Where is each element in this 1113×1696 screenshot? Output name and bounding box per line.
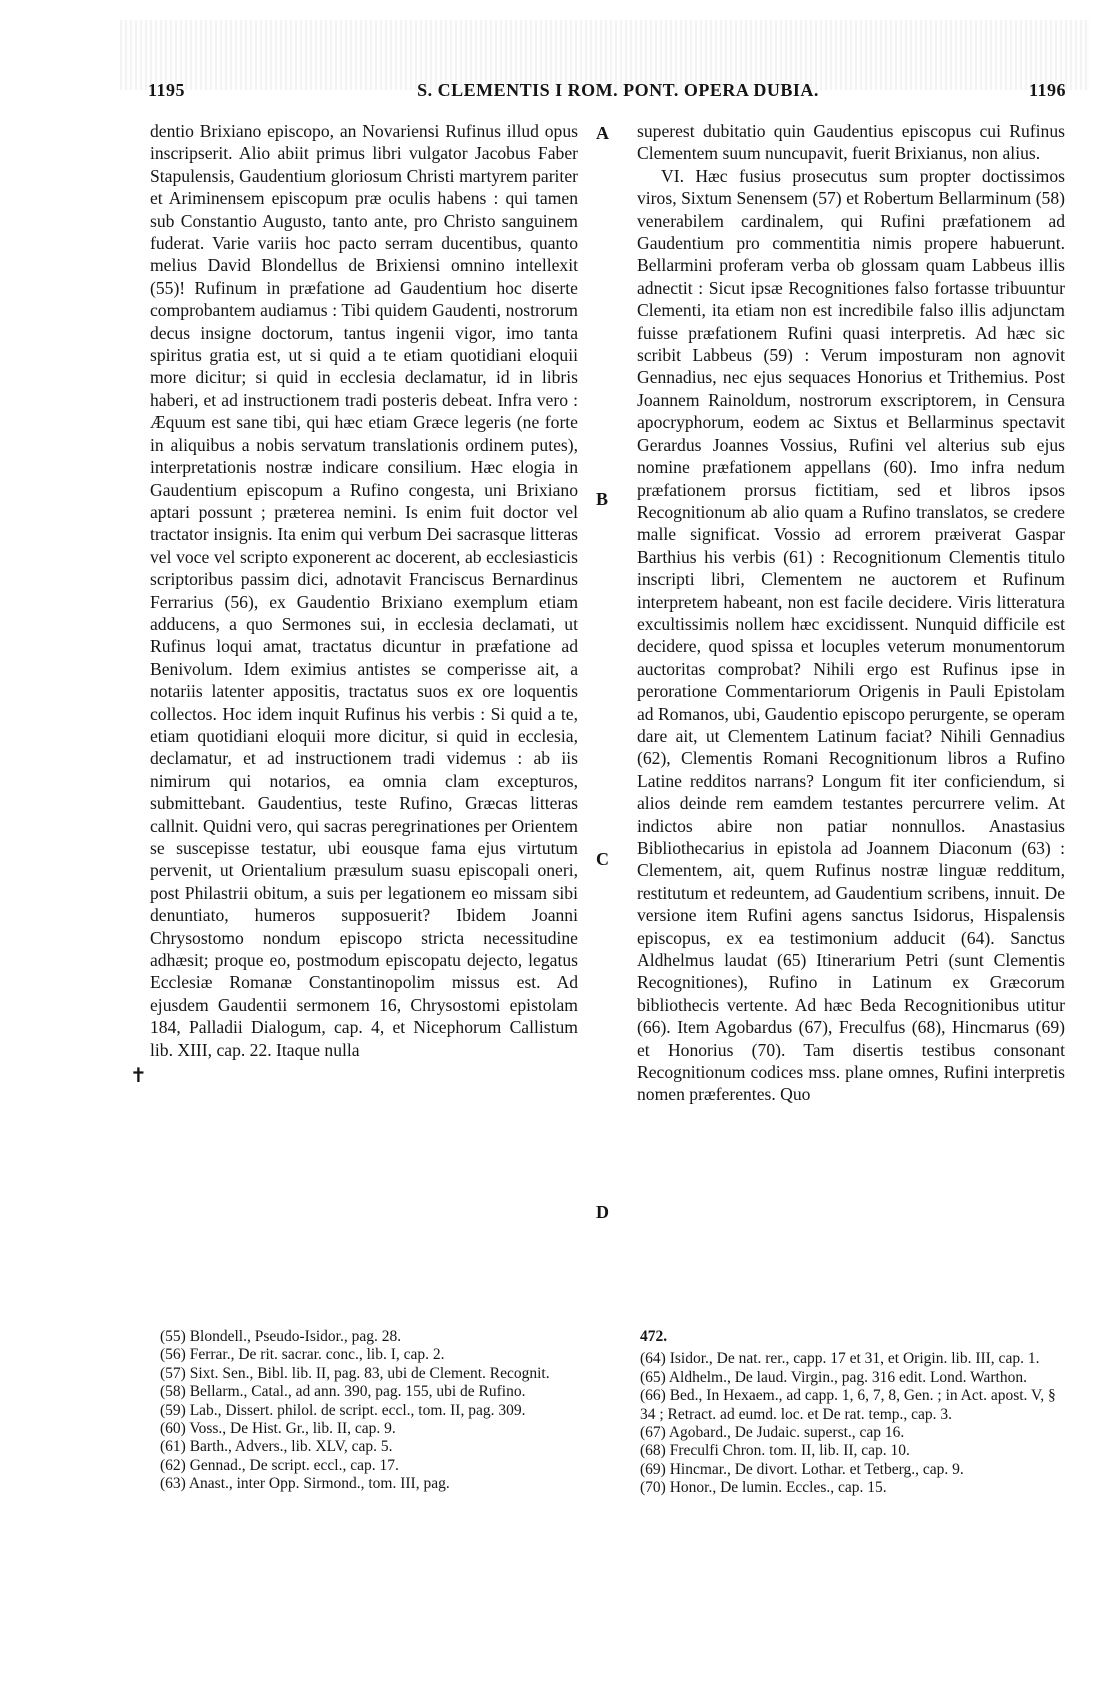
footnote: (66) Bed., In Hexaem., ad capp. 1, 6, 7, 8, Gen. ; in Act. apost. V, § 34 ; Retract. ad eumd. loc. et De rat. temp., cap. 3. xyxy=(640,1387,1056,1423)
footnote: (61) Barth., Advers., lib. XLV, cap. 5. xyxy=(160,1438,393,1456)
footnote: (62) Gennad., De script. eccl., cap. 17. xyxy=(160,1456,399,1474)
running-title: S. CLEMENTIS I ROM. PONT. OPERA DUBIA. xyxy=(417,80,819,100)
left-column xyxy=(150,120,578,1061)
footnote: (58) Bellarm., Catal., ad ann. 390, pag. 155, ubi de Rufino. xyxy=(160,1383,526,1401)
margin-marker-a: A xyxy=(596,123,609,143)
footnotes-left xyxy=(160,1328,588,1494)
footnote: (65) Aldhelm., De laud. Virgin., pag. 316 edit. Lond. Warthon. xyxy=(640,1368,1027,1386)
margin-marker-b: B xyxy=(596,489,609,509)
page-number-left: 1195 xyxy=(148,80,186,100)
footnote-continuation: 472. xyxy=(640,1328,668,1345)
right-paragraph-2: VI. Hæc fusius prosecutus sum propter doctissimos viros, Sixtum Senensem (57) et Robertum Bellarminum (58) venerabilem cardinalem, qui Rufini præfationem ad Gaudentium pro commentitia nimis propere habuerunt. Bellarmini proferam verba ob glossam quam Labbeus illis adnectit : Sicut ipsæ Recognitiones falso fortasse tribuuntur Clementi, ita etiam non est incredibile falso illis adjunctam fuisse præfationem Rufini quasi interpretis. Ad hæc sic scribit Labbeus (59) : Verum imposturam non agnovit Gennadius, nec ejus sequaces Honorius et Trithemius. Post Joannem Rainoldum, nostrorum exscriptorem, in Censura apocryphorum, eodem ac Sixtus et Bellarminus spectavit Gerardus Joannes Vossius, Rufini vel alterius sub ejus nomine præfationem appellans (60). Imo infra nedum præfationem prorsus fictitiam, sed et libros ipsos Recognitionum ab alio quam a Rufino translatos, se credere malle significat. Vossio ad errorem præiverat Gaspar Barthius his verbis (61) : Recognitionum Clementis titulo inscripti libri, Clementem ne auctorem et Rufinum interpretem habeant, non est facile decidere. Viris litteratura excultissimis nollem hæc excidissent. Nunquid difficile est decidere, quod spissa et locuples veterum monumentorum auctoritas comprobat? Nihili ergo est Rufinus ipse in peroratione Commentariorum Origenis in Pauli Epistolam ad Romanos, ubi, Gaudentio episcopo perurgente, se operam dare ait, ut Clementem Latinum faciat? Nihili Gennadius (62), Clementis Romani Recognitionum libros a Rufino Latine redditos narrans? Longum fit iter conficiendum, si alios deinde rem eamdem testantes percurrere velim. At indictos abire non patiar nonnullos. Anastasius Bibliothecarius in epistola ad Joannem Diaconum (63) : Clementem, ait, quem Rufinus nostræ linguæ redditum, restitutum et redeuntem, ad Gaudentium scribens, innuit. De versione item Rufini agens sanctus Isidorus, Hispalensis episcopus, ex ea testimonium adducit (64). Sanctus Aldhelmus laudat (65) Itinerarium Petri (sunt Clementis Recognitiones), Rufino in Latinum ex Græcorum bibliothecis vertente. Ad hæc Beda Recognitionibus utitur (66). Item Agobardus (67), Freculfus (68), Hincmarus (69) et Honorius (70). Tam disertis testibus consonant Recognitionum codices mss. plane omnes, Rufini interpretis nomen præferentes. Quo xyxy=(637,165,1065,1105)
footnote: (67) Agobard., De Judaic. superst., cap 16. xyxy=(640,1424,905,1442)
margin-marker-c: C xyxy=(596,849,609,869)
footnote: (55) Blondell., Pseudo-Isidor., pag. 28. xyxy=(160,1328,402,1345)
right-column xyxy=(637,120,1065,1106)
left-paragraph: dentio Brixiano episcopo, an Novariensi Rufinus illud opus inscripserit. Alio abiit primus libri vulgator Jacobus Faber Stapulensis, Gaudentium gloriosum Christi martyrem pariter et Ariminensem episcopum præ oculis habens : qui tamen sub Constantio Augusto, tanto ante, pro Christo sanguinem fuderat. Varie variis hoc pacto serram ducentibus, quanto melius David Blondellus de Brixiensi omnino intellexit (55)! Rufinum in præfatione ad Gaudentium hoc diserte comprobantem audiamus : Tibi quidem Gaudenti, nostrorum decus insigne doctorum, tantus ingenii vigor, imo tanta spiritus gratia est, ut si quid a te etiam quotidiani eloquii more dicitur; si quid in ecclesia declamatur, id in libris haberi, et ad instructionem tradi posteris debeat. Infra vero : Æquum est sane tibi, qui hæc etiam Græce legeris (ne forte in aliquibus a nobis servatum translationis ordinem putes), interpretationis nostræ indicare consilium. Hæc elogia in Gaudentium episcopum a Rufino congesta, uni Brixiano aptari possunt ; præterea nemini. Is enim fuit doctor vel tractator insignis. Ita enim qui verbum Dei sacrasque litteras vel voce vel scripto exponerent ac docerent, ab ecclesiasticis scriptoribus passim dici, adnotavit Franciscus Bernardinus Ferrarius (56), ex Gaudentio Brixiano exemplum etiam adducens, a quo Sermones sui, in ecclesia declamati, ut Rufinus loqui amat, tractatus dicuntur in præfatione ad Benivolum. Idem eximius antistes se comperisse ait, a notariis latenter appositis, tractatus suos ex ore loquentis collectos. Hoc idem inquit Rufinus his verbis : Si quid a te, etiam quotidiani eloquii more dicitur, si quid in ecclesia, declamatur, et ad instructionem tradi videmus : ab iis nimirum qui notarios, ea omnia clam excepturos, submittebant. Gaudentius, teste Rufino, Græcas litteras callnit. Quidni vero, qui sacras peregrinationes per Orientem se suscepisse testatur, ubi eousque fama ejus virtutum pervenit, ut Orientalium præsulum suasu episcopali oneri, post Philastrii obitum, a suis per legationem eo missam sibi denuntiato, humeros supposuerit? Ibidem Joanni Chrysostomo nondum episcopo stricta necessitudine adhæsit; proque eo, postmodum episcopatu dejecto, legatus Ecclesiæ Romanæ Constantinopolim missus est. Ad ejusdem Gaudentii sermonem 16, Chrysostomi epistolam 184, Palladii Dialogum, cap. 4, et Nicephorum Callistum lib. XIII, cap. 22. Itaque nulla xyxy=(150,121,578,1060)
footnote: (59) Lab., Dissert. philol. de script. eccl., tom. II, pag. 309. xyxy=(160,1401,526,1419)
right-paragraph-1: superest dubitatio quin Gaudentius episcopus cui Rufinus Clementem suum nuncupavit, fuerit Brixianus, non alius. xyxy=(637,121,1065,164)
margin-marker-d: D xyxy=(596,1202,609,1222)
footnotes-right xyxy=(640,1328,1068,1498)
footnote: (60) Voss., De Hist. Gr., lib. II, cap. 9. xyxy=(160,1420,396,1438)
margin-dagger: ✝ xyxy=(130,1065,147,1087)
footnote: (64) Isidor., De nat. rer., capp. 17 et 31, et Origin. lib. III, cap. 1. xyxy=(640,1350,1040,1368)
footnote: (56) Ferrar., De rit. sacrar. conc., lib. I, cap. 2. xyxy=(160,1346,445,1364)
footnote: (68) Freculfi Chron. tom. II, lib. II, cap. 10. xyxy=(640,1442,910,1460)
footnote: (70) Honor., De lumin. Eccles., cap. 15. xyxy=(640,1479,887,1497)
footnote: (57) Sixt. Sen., Bibl. lib. II, pag. 83, ubi de Clement. Recognit. xyxy=(160,1364,550,1382)
running-header xyxy=(148,80,1066,110)
footnote: (63) Anast., inter Opp. Sirmond., tom. III, pag. xyxy=(160,1475,450,1493)
page-number-right: 1196 xyxy=(1028,80,1066,100)
footnote: (69) Hincmar., De divort. Lothar. et Tetberg., cap. 9. xyxy=(640,1460,964,1478)
